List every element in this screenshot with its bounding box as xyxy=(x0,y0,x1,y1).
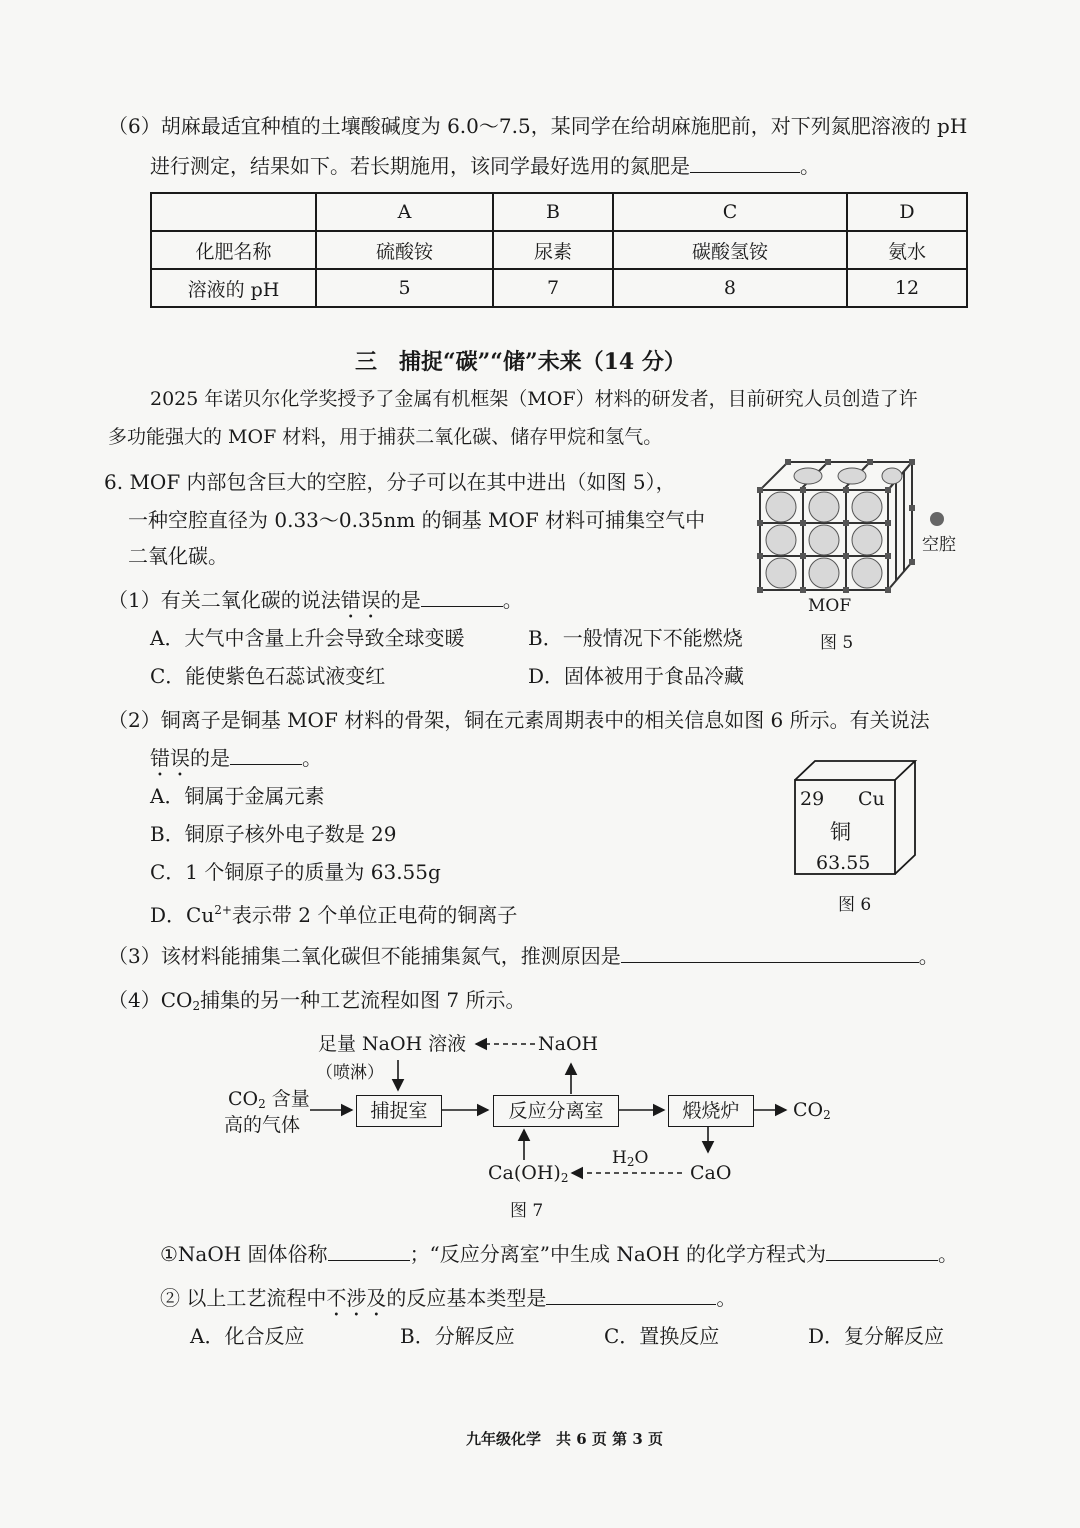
option-a[interactable]: A．铜属于金属元素 xyxy=(150,784,325,808)
h2o-label: $H_2O$ xyxy=(612,1148,649,1169)
q6-p4-question: $(4)CO_2$捕集的另一种工艺流程如图 7 所示。 xyxy=(108,988,526,1013)
page-footer: 九年级化学 共 6 页 第 3 页 xyxy=(466,1430,663,1448)
atomic-mass: 63.55 xyxy=(816,852,871,874)
co2-output-label: $CO_2$ xyxy=(793,1099,831,1122)
answer-blank[interactable] xyxy=(328,1240,410,1261)
q6-p4-sub2: ② 以上工艺流程中不涉及的反应基本类型是 。 xyxy=(160,1286,737,1310)
mof-label: MOF xyxy=(808,596,852,616)
q6-part6-line2: 进行测定，结果如下。若长期施用，该同学最好选用的氮肥是 。 xyxy=(150,154,820,178)
table-cell: 硫酸铵 xyxy=(316,231,493,269)
input-gas-label-line2: 高的气体 xyxy=(224,1114,301,1136)
option-a[interactable]: A．化合反应 xyxy=(190,1324,305,1348)
q6-stem-line3: 二氧化碳。 xyxy=(128,544,228,568)
table-header-cell: D xyxy=(847,193,967,231)
capture-chamber-box: 捕捉室 xyxy=(356,1095,442,1127)
q6-p2-question-line1: （2）铜离子是铜基 MOF 材料的骨架，铜在元素周期表中的相关信息如图 6 所示。有关说法 xyxy=(108,708,930,732)
spray-label-line2: （喷淋） xyxy=(316,1063,384,1083)
table-header-cell: C xyxy=(613,193,847,231)
option-c[interactable]: C．置换反应 xyxy=(604,1324,720,1348)
calciner-box: 煅烧炉 xyxy=(668,1095,754,1127)
element-name: 铜 xyxy=(830,820,851,844)
answer-blank[interactable] xyxy=(826,1240,938,1261)
element-symbol: Cu xyxy=(858,788,885,810)
table-cell: 12 xyxy=(847,269,967,307)
option-d[interactable]: D．固体被用于食品冷藏 xyxy=(528,664,745,688)
section-title: 三 捕捉“碳”“储”未来（14 分） xyxy=(355,349,686,375)
fig5-caption: 图 5 xyxy=(820,633,854,653)
option-b[interactable]: B．分解反应 xyxy=(400,1324,515,1348)
table-cell: 5 xyxy=(316,269,493,307)
table-cell: 碳酸氢铵 xyxy=(613,231,847,269)
option-d[interactable]: D．复分解反应 xyxy=(808,1324,945,1348)
q6-p1-question: （1）有关二氧化碳的说法错误的是 。 xyxy=(108,588,523,612)
table-cell: 尿素 xyxy=(493,231,613,269)
fig7-caption: 图 7 xyxy=(510,1201,544,1221)
option-c[interactable]: C．能使紫色石蕊试液变红 xyxy=(150,664,386,688)
q6-stem-line1: 6. MOF 内部包含巨大的空腔，分子可以在其中进出（如图 5）， xyxy=(104,470,676,494)
atomic-number: 29 xyxy=(800,788,825,810)
fig6-caption: 图 6 xyxy=(838,895,872,915)
table-cell: 7 xyxy=(493,269,613,307)
table-cell: 氨水 xyxy=(847,231,967,269)
table-cell: 溶液的 pH xyxy=(151,269,316,307)
input-gas-label-line1: $CO_2$ 含量 xyxy=(228,1088,310,1111)
option-a[interactable]: A．大气中含量上升会导致全球变暖 xyxy=(150,626,465,650)
answer-blank[interactable] xyxy=(546,1284,716,1305)
q6-part6-line1: （6）胡麻最适宜种植的土壤酸碱度为 6.0～7.5，某同学在给胡麻施肥前，对下列氮肥溶液的 pH xyxy=(108,114,968,138)
caoh2-label: $Ca(OH)_2$ xyxy=(488,1162,569,1185)
option-c[interactable]: C．1 个铜原子的质量为 63.55g xyxy=(150,860,441,884)
option-b[interactable]: B．铜原子核外电子数是 29 xyxy=(150,822,397,846)
q6-p3-question: （3）该材料能捕集二氧化碳但不能捕集氮气，推测原因是 。 xyxy=(108,944,939,968)
table-header-cell: A xyxy=(316,193,493,231)
section-intro-line2: 多功能强大的 MOF 材料，用于捕获二氧化碳、储存甲烷和氢气。 xyxy=(108,426,663,448)
naoh-label: NaOH xyxy=(538,1033,599,1055)
cavity-legend-label: 空腔 xyxy=(922,535,956,555)
spray-label-line1: 足量 NaOH 溶液 xyxy=(318,1033,467,1055)
section-intro-line1: 2025 年诺贝尔化学奖授予了金属有机框架（MOF）材料的研发者，目前研究人员创造了许 xyxy=(150,388,918,410)
reaction-separation-box: 反应分离室 xyxy=(493,1095,619,1127)
table-cell: 化肥名称 xyxy=(151,231,316,269)
cao-label: CaO xyxy=(690,1162,732,1184)
table-header-cell: B xyxy=(493,193,613,231)
q6-stem-line2: 一种空腔直径为 0.33～0.35nm 的铜基 MOF 材料可捕集空气中 xyxy=(128,508,706,532)
option-b[interactable]: B．一般情况下不能燃烧 xyxy=(528,626,743,650)
q6-p4-sub1: ①NaOH 固体俗称 ；“反应分离室”中生成 NaOH 的化学方程式为 。 xyxy=(160,1242,958,1266)
q6-p2-question-line2: 错误的是 。 xyxy=(150,746,322,770)
option-d[interactable]: D．$Cu^{2+}$表示带 2 个单位正电荷的铜离子 xyxy=(150,903,518,927)
table-cell: 8 xyxy=(613,269,847,307)
